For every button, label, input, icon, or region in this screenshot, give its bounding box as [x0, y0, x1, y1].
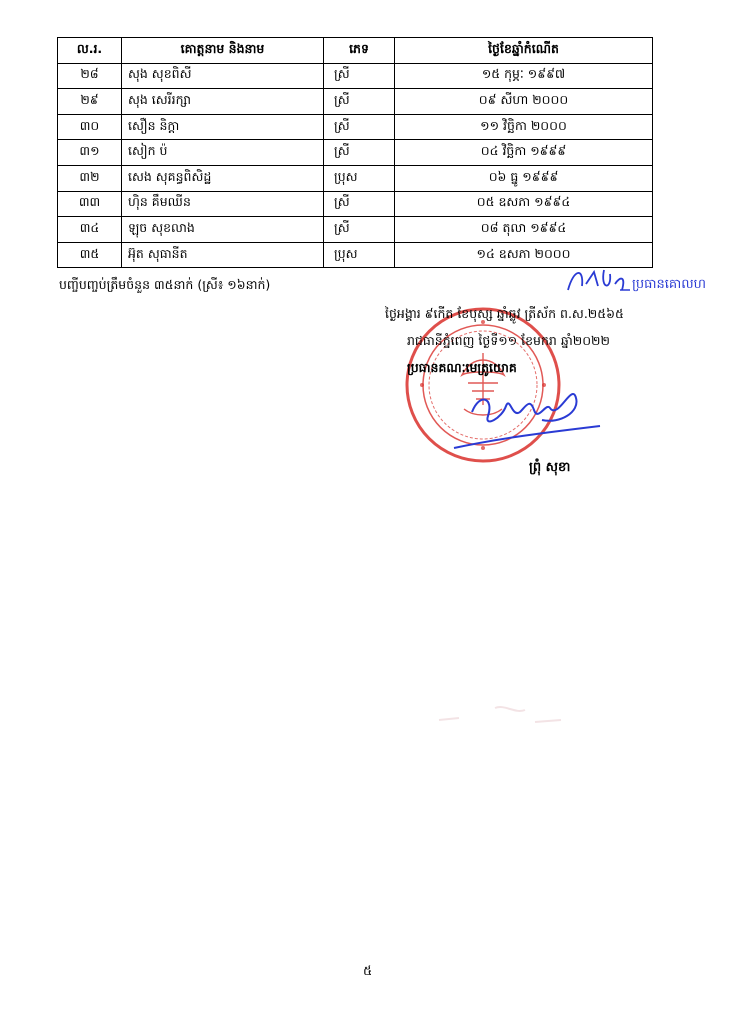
table-header-row: [58, 38, 653, 64]
row-name: ហ៊ិន គឹមឈីន: [122, 191, 324, 217]
page-number: ៥: [363, 964, 373, 979]
row-number: ៣៤: [58, 217, 122, 243]
row-dob: ១១ វិច្ឆិកា ២០០០: [395, 114, 653, 140]
handwritten-note: ប្រធានគោលហ: [632, 277, 707, 292]
row-number: ២៨: [58, 63, 122, 89]
row-name: សៀក ប៉: [122, 140, 324, 166]
header-dob: ថ្ងៃខែឆ្នាំកំណើត: [395, 38, 653, 64]
header-number: ល.រ.: [58, 38, 122, 64]
table-row: [58, 217, 653, 243]
summary-count: បញ្ចីបញ្ចប់ត្រឹមចំនួន ៣៥នាក់ (ស្រី៖ ១៦នាក់): [59, 277, 271, 292]
row-number: ២៩: [58, 89, 122, 115]
row-name: សុង សេរីរក្សា: [122, 89, 324, 115]
row-dob: ១៤ ឧសភា ២០០០: [395, 242, 653, 268]
table-row: [58, 114, 653, 140]
signer-title: ប្រធានគណៈមេត្រូយោគ: [407, 360, 517, 375]
row-name: សឿន និក្តា: [122, 114, 324, 140]
row-name: សុង សុខពិសី: [122, 63, 324, 89]
header-name: គោត្តនាម និងនាម: [122, 38, 324, 64]
row-name: អ៊ុត សុធានីត: [122, 242, 324, 268]
row-name: ឡុច សុខលាង: [122, 217, 324, 243]
row-sex: ស្រី: [324, 114, 395, 140]
table-row: [58, 140, 653, 166]
row-dob: ០៦ ធ្នូ ១៩៩៩: [395, 165, 653, 191]
signer-name: ព្រុំ សុខា: [529, 460, 571, 475]
lunar-date: ថ្ងៃអង្គារ ៩កើត ខែបុស្ស ឆ្នាំឆ្លូវ ត្រីស័ក ព.ស.២៥៦៥: [385, 306, 624, 321]
row-sex: ស្រី: [324, 140, 395, 166]
row-dob: ០៤ វិច្ឆិកា ១៩៩៩: [395, 140, 653, 166]
row-number: ៣០: [58, 114, 122, 140]
row-dob: ០៥ ឧសភា ១៩៩៤: [395, 191, 653, 217]
bleed-through-mark: [435, 700, 565, 730]
row-number: ៣៣: [58, 191, 122, 217]
row-number: ៣១: [58, 140, 122, 166]
row-dob: ០៩ សីហា ២០០០: [395, 89, 653, 115]
student-table: [57, 37, 653, 268]
table-row: [58, 63, 653, 89]
row-sex: ស្រី: [324, 63, 395, 89]
table-row: [58, 89, 653, 115]
handwritten-initials: [560, 260, 720, 300]
solar-date: រាជធានីភ្នំពេញ ថ្ងៃទី១១ ខែមករា ឆ្នាំ២០២២: [407, 333, 610, 348]
header-sex: ភេទ: [324, 38, 395, 64]
row-number: ៣២: [58, 165, 122, 191]
row-dob: ០៨ តុលា ១៩៩៤: [395, 217, 653, 243]
signature-icon: [450, 372, 610, 452]
row-dob: ១៥ កុម្ភៈ ១៩៩៧: [395, 63, 653, 89]
row-number: ៣៥: [58, 242, 122, 268]
table-row: [58, 191, 653, 217]
row-sex: ស្រី: [324, 217, 395, 243]
row-sex: ប្រុស: [324, 242, 395, 268]
table-row: [58, 165, 653, 191]
row-sex: ស្រី: [324, 191, 395, 217]
row-sex: ស្រី: [324, 89, 395, 115]
row-name: សេង សុគន្ធពិសិដ្ឋ: [122, 165, 324, 191]
row-sex: ប្រុស: [324, 165, 395, 191]
